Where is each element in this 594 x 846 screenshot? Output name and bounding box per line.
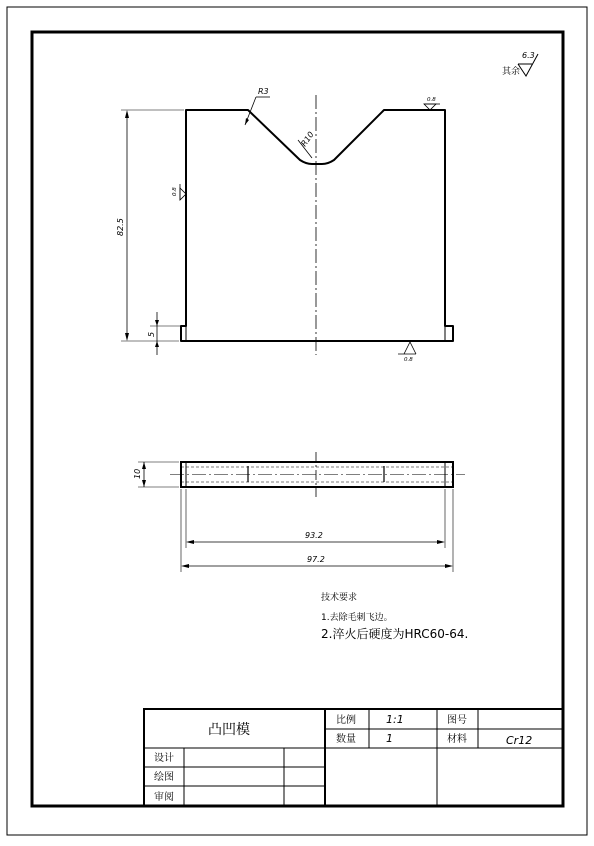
roughness-left-value: 0.8 <box>172 187 178 196</box>
dimension-length-inner-label: 93.2 <box>305 531 323 540</box>
notes-heading: 技术要求 <box>321 593 358 603</box>
checker-label: 审阅 <box>154 792 174 803</box>
part-profile <box>181 110 453 341</box>
front-view <box>116 87 453 363</box>
designer-label: 设计 <box>154 753 174 764</box>
inner-border <box>32 32 563 806</box>
notes-line-1: 1.去除毛刺飞边。 <box>321 613 393 623</box>
notes-line-2: 2.淬火后硬度为HRC60-64. <box>321 627 469 641</box>
part-name: 凸凹模 <box>208 722 250 738</box>
drafter-label: 绘图 <box>154 772 174 783</box>
material-value: Cr12 <box>506 734 533 747</box>
outer-border <box>7 7 587 835</box>
dimension-height-total <box>116 110 184 341</box>
radius-r3-label: R3 <box>258 87 269 96</box>
radius-r10-callout <box>298 130 316 158</box>
scale-label: 比例 <box>336 715 356 726</box>
material-label: 材料 <box>447 734 467 745</box>
dimension-length-outer-label: 97.2 <box>307 555 325 564</box>
dimension-thickness-label: 10 <box>133 468 142 479</box>
drawing-no-label: 图号 <box>447 715 467 726</box>
general-roughness-value: 6.3 <box>522 51 535 60</box>
quantity-value: 1 <box>386 732 393 745</box>
general-roughness-symbol <box>502 51 538 77</box>
title-block <box>144 709 563 806</box>
dimension-height-step <box>147 312 184 355</box>
scale-value: 1:1 <box>386 713 404 726</box>
roughness-left <box>172 184 186 200</box>
dimension-height-step-label: 5 <box>147 331 156 337</box>
radius-r10-label: R10 <box>299 130 316 149</box>
top-view <box>133 452 465 572</box>
dimension-length-inner <box>186 489 445 548</box>
roughness-bottom-value: 0.8 <box>404 357 413 363</box>
roughness-bottom <box>398 342 416 363</box>
dimension-height-total-label: 82.5 <box>116 218 125 236</box>
roughness-top-right-value: 0.8 <box>427 97 436 103</box>
roughness-top-right <box>424 97 440 110</box>
technical-notes <box>321 591 468 641</box>
general-roughness-label: 其余 <box>502 67 521 77</box>
quantity-label: 数量 <box>336 734 356 745</box>
